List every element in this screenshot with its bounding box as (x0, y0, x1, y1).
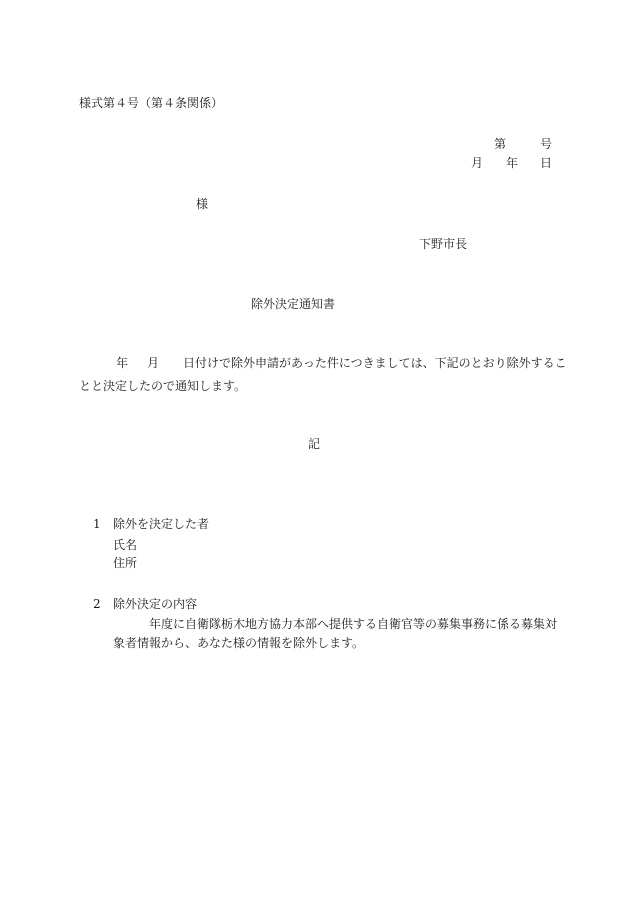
form-number: 様式第４号（第４条関係） (79, 96, 224, 110)
section-1-title: 除外を決定した者 (113, 517, 210, 531)
date-day-label: 日 (540, 156, 553, 170)
date-year-label: 年 (506, 156, 519, 170)
body-year-label: 年 (116, 356, 129, 370)
section-2-title: 除外決定の内容 (113, 597, 198, 611)
section-2-content-line-2: 象者情報から、あなた様の情報を除外します。 (113, 636, 365, 650)
ki-heading: 記 (308, 437, 321, 451)
section-1-address-label: 住所 (113, 556, 138, 570)
section-1-number: 1 (93, 517, 101, 531)
document-number-suffix: 号 (540, 137, 553, 151)
body-month-label: 月 (147, 356, 160, 370)
section-2-number: 2 (93, 597, 101, 611)
document-number-label: 第 (494, 137, 507, 151)
issuer: 下野市長 (419, 237, 468, 251)
section-2-content-line-1: 年度に自衛隊栃木地方協力本部へ提供する自衛官等の募集事務に係る募集対 (149, 617, 558, 631)
body-paragraph-line-2: とと決定したので通知します。 (79, 379, 247, 393)
section-1-name-label: 氏名 (113, 538, 138, 552)
document-title: 除外決定通知書 (251, 297, 336, 311)
addressee-suffix: 様 (196, 197, 209, 211)
date-month-label: 月 (471, 156, 484, 170)
body-line-1-text: 日付けで除外申請があった件につきましては、下記のとおり除外するこ (183, 356, 567, 370)
